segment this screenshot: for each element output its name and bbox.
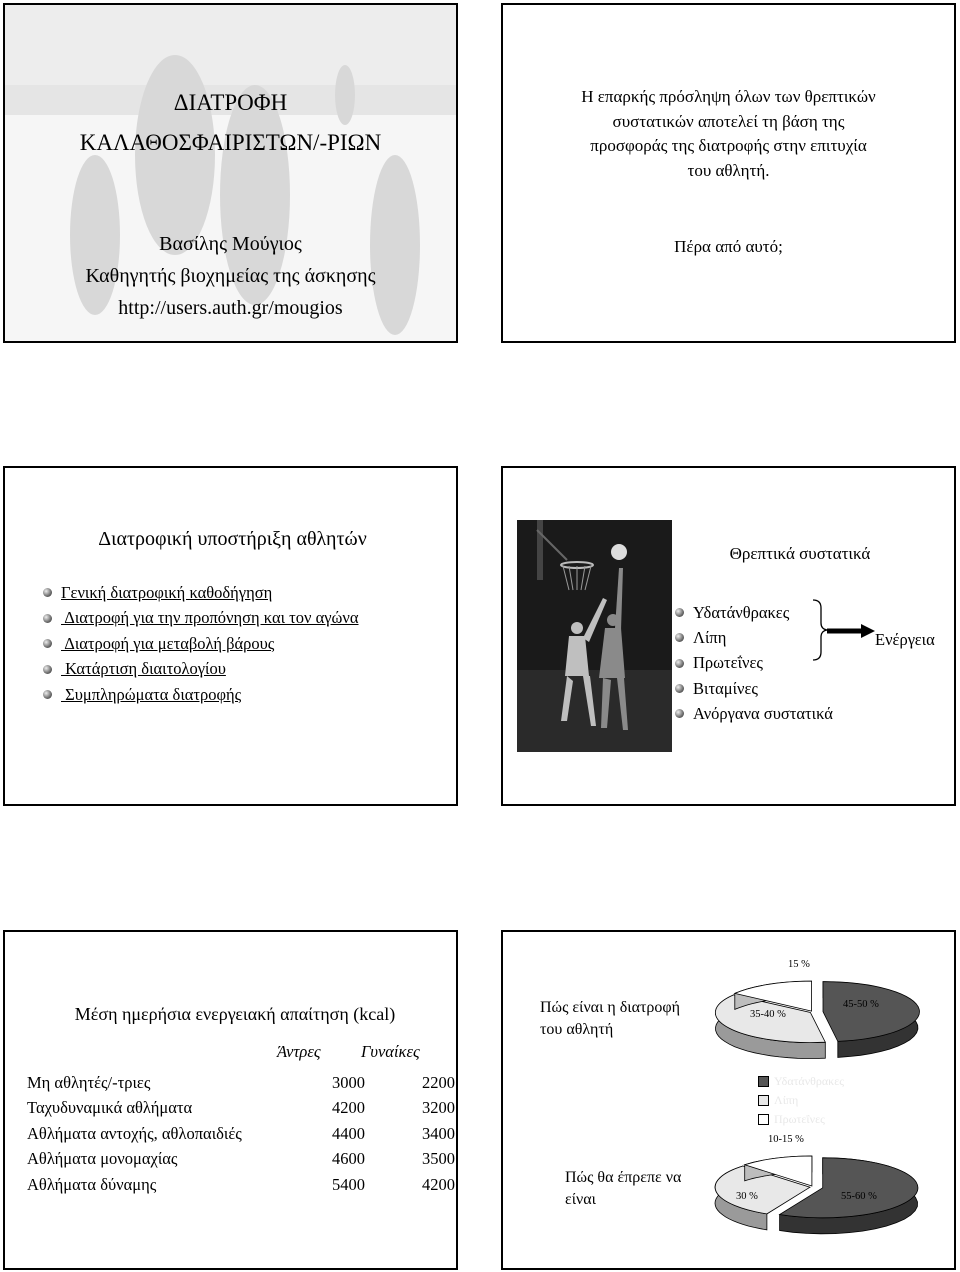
slide-nutrition-support — [3, 466, 458, 806]
bullet-item: Γενική διατροφική καθοδήγηση — [43, 580, 359, 606]
bullet-item: Πρωτεΐνες — [675, 651, 833, 676]
slide4-title: Θρεπτικά συστατικά — [729, 544, 871, 563]
legend-item: Λίπη — [758, 1091, 844, 1110]
table-row: Αθλήματα δύναμης 5400 4200 — [27, 1174, 455, 1194]
basketball-photo — [517, 520, 672, 752]
bullet-item: Υδατάνθρακες — [675, 600, 833, 625]
bullet-ball-icon — [675, 659, 684, 668]
slide-energy-requirements — [3, 930, 458, 1270]
slide1-url[interactable]: http://users.auth.gr/mougios — [118, 297, 343, 319]
pie-chart-current — [703, 959, 923, 1072]
slide5-title: Μέση ημερήσια ενεργειακή απαίτηση (kcal) — [74, 1004, 396, 1024]
bullet-ball-icon — [675, 684, 684, 693]
table-row: Ταχυδυναμικά αθλήματα 4200 3200 — [27, 1098, 455, 1118]
bullet-ball-icon — [43, 665, 52, 674]
bullet-item: Διατροφή για την προπόνηση και τον αγώνα — [43, 606, 359, 632]
bullet-item: Λίπη — [675, 625, 833, 650]
slide1-author: Βασίλης Μούγιος — [159, 233, 302, 255]
bullet-item: Ανόργανα συστατικά — [675, 701, 833, 726]
slide-nutrients — [501, 466, 956, 806]
legend-swatch-protein — [758, 1114, 769, 1125]
brace-arrow-icon — [811, 598, 876, 662]
legend-swatch-fat — [758, 1095, 769, 1106]
question-current: του αθλητή — [540, 1021, 614, 1038]
bullet-item: Συμπληρώματα διατροφής — [43, 682, 359, 708]
pie-label-fat: 30 % — [736, 1191, 758, 1202]
slide2-question: Πέρα από αυτό; — [674, 237, 783, 256]
header-men: Άντρες — [277, 1042, 321, 1061]
pie-chart-ideal — [703, 1134, 923, 1247]
bullet-ball-icon — [675, 608, 684, 617]
pie-label-protein: 10-15 % — [768, 1134, 804, 1145]
pie-label-fat: 35-40 % — [750, 1009, 786, 1020]
pie-legend — [758, 1072, 844, 1129]
pie-label-carbs: 55-60 % — [841, 1191, 877, 1202]
slide2-line: συστατικών αποτελεί τη βάση της — [612, 111, 845, 131]
question-ideal: Πώς θα έπρεπε να — [565, 1169, 682, 1186]
bullet-ball-icon — [675, 633, 684, 642]
bullet-ball-icon — [43, 639, 52, 648]
pie-label-protein: 15 % — [788, 959, 810, 970]
bullet-ball-icon — [675, 709, 684, 718]
header-women: Γυναίκες — [361, 1042, 420, 1061]
table-row: Αθλήματα μονομαχίας 4600 3500 — [27, 1149, 455, 1169]
bullet-ball-icon — [43, 588, 52, 597]
legend-swatch-carbs — [758, 1076, 769, 1087]
slide1-subtitle: ΚΑΛΑΘΟΣΦΑΙΡΙΣΤΩΝ/-ΡΙΩΝ — [79, 130, 382, 155]
bullet-ball-icon — [43, 690, 52, 699]
table-row: Αθλήματα αντοχής, αθλοπαιδιές 4400 3400 — [27, 1123, 455, 1143]
slide-title — [3, 3, 458, 343]
energy-table — [27, 1070, 455, 1198]
bullet-item: Διατροφή για μεταβολή βάρους — [43, 631, 359, 657]
slide3-title: Διατροφική υποστήριξη αθλητών — [98, 528, 367, 550]
question-current: Πώς είναι η διατροφή — [540, 999, 680, 1016]
legend-item: Υδατάνθρακες — [758, 1072, 844, 1091]
legend-item: Πρωτεΐνες — [758, 1110, 844, 1129]
slide2-line: του αθλητή. — [687, 160, 770, 180]
table-row: Μη αθλητές/-τριες 3000 2200 — [27, 1072, 455, 1092]
question-ideal: είναι — [565, 1191, 596, 1208]
pie-label-carbs: 45-50 % — [843, 999, 879, 1010]
slide2-line: Η επαρκής πρόσληψη όλων των θρεπτικών — [581, 87, 876, 106]
bullet-ball-icon — [43, 614, 52, 623]
slide2-line: προσφοράς της διατροφής στην επιτυχία — [590, 136, 867, 155]
bullet-item: Κατάρτιση διαιτολογίου — [43, 657, 359, 683]
slide-nutrition-intro — [501, 3, 956, 343]
slide1-position: Καθηγητής βιοχημείας της άσκησης — [85, 265, 376, 287]
slide1-title: ΔΙΑΤΡΟΦΗ — [173, 90, 288, 115]
energy-label: Ενέργεια — [875, 630, 935, 649]
pie-slice-carbs — [823, 982, 919, 1058]
bullet-item: Βιταμίνες — [675, 676, 833, 701]
slide-diet-pies — [501, 930, 956, 1270]
